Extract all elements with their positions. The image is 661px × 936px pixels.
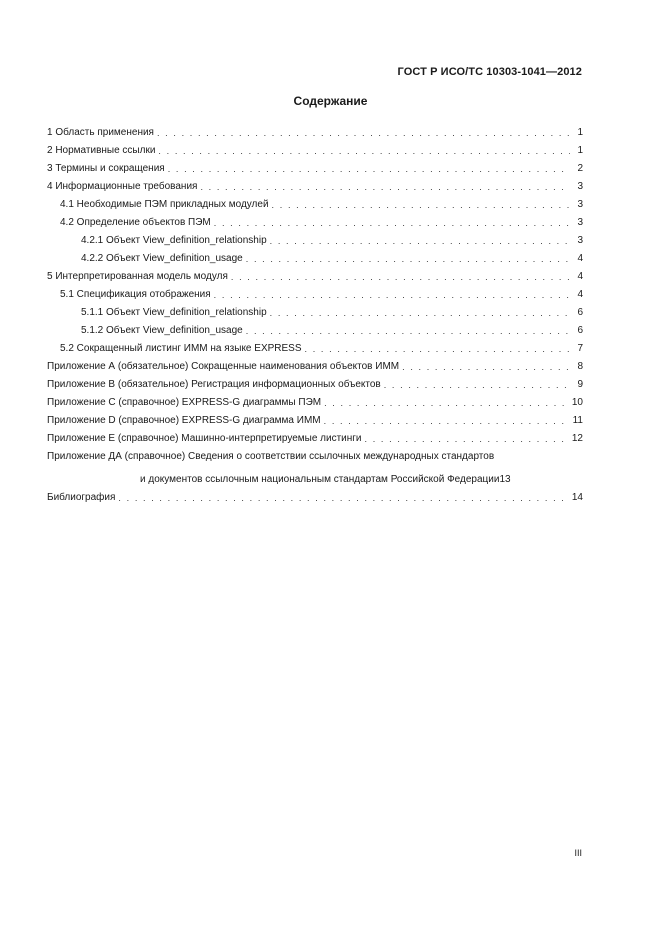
toc-entry-page: 8 xyxy=(577,361,583,372)
toc-entry-page: 6 xyxy=(577,325,583,336)
toc-leader-dots xyxy=(324,397,569,409)
toc-leader-dots xyxy=(384,379,570,391)
toc-entry[interactable] xyxy=(47,139,583,157)
toc-entry-text: 3 Термины и сокращения xyxy=(47,163,165,174)
toc-entry-text: и документов ссылочным национальным стандартам Российской Федерации xyxy=(140,474,500,485)
toc-entry[interactable] xyxy=(47,211,583,229)
toc-entry-text: 4.2.2 Объект View_definition_usage xyxy=(81,253,243,264)
toc-entry[interactable] xyxy=(47,301,583,319)
toc-entry-page: 12 xyxy=(571,433,583,444)
toc-leader-dots xyxy=(157,127,570,139)
toc-entry-text: 4.2.1 Объект View_definition_relationship xyxy=(81,235,267,246)
toc-entry-text: Приложение D (справочное) EXPRESS-G диаграмма ИММ xyxy=(47,415,321,426)
toc-entry[interactable] xyxy=(47,175,583,193)
toc-leader-dots xyxy=(158,145,570,157)
toc-entry[interactable] xyxy=(47,157,583,175)
toc-leader-dots xyxy=(231,271,570,283)
toc-leader-dots xyxy=(402,361,570,373)
toc-entry-text: Приложение В (обязательное) Регистрация информационных объектов xyxy=(47,379,381,390)
toc-entry[interactable] xyxy=(47,283,583,301)
toc-entry-page: 7 xyxy=(577,343,583,354)
toc-leader-dots xyxy=(246,253,570,265)
toc-entry[interactable] xyxy=(47,337,583,355)
toc-leader-dots xyxy=(168,163,570,175)
toc-entry-page: 4 xyxy=(577,289,583,300)
toc-leader-dots xyxy=(246,325,570,337)
page-number: III xyxy=(574,848,582,858)
toc-leader-dots xyxy=(270,235,570,247)
toc-entry-page: 6 xyxy=(577,307,583,318)
toc-entry-text: 5.1.2 Объект View_definition_usage xyxy=(81,325,243,336)
toc-entry[interactable] xyxy=(47,409,583,427)
toc-entry-page: 9 xyxy=(577,379,583,390)
toc-entry-page: 3 xyxy=(577,217,583,228)
toc-entry[interactable] xyxy=(47,373,583,391)
toc-entry-page: 1 xyxy=(577,127,583,138)
toc-rows xyxy=(47,121,583,445)
toc-leader-dots xyxy=(305,343,570,355)
toc-entry[interactable] xyxy=(47,427,583,445)
toc-entry-text: Приложение А (обязательное) Сокращенные наименования объектов ИММ xyxy=(47,361,400,372)
toc-leader-dots xyxy=(214,217,570,229)
toc-entry-annex-da-line2-row[interactable] xyxy=(47,468,583,486)
toc-leader-dots xyxy=(214,289,570,301)
toc-entry-page: 14 xyxy=(571,492,583,503)
toc-entry[interactable] xyxy=(47,391,583,409)
toc-entry[interactable] xyxy=(47,229,583,247)
toc-entry[interactable] xyxy=(47,265,583,283)
toc-entry-page: 3 xyxy=(577,181,583,192)
toc-leader-dots xyxy=(272,199,570,211)
toc-entry-text: Приложение Е (справочное) Машинно-интерпретируемые листинги xyxy=(47,433,362,444)
toc-entry[interactable] xyxy=(47,355,583,373)
document-header: ГОСТ Р ИСО/ТС 10303-1041—2012 xyxy=(397,66,582,78)
toc-leader-dots xyxy=(270,307,570,319)
toc-entry-page: 4 xyxy=(577,271,583,282)
toc-entry-text: 4 Информационные требования xyxy=(47,181,198,192)
toc-entry-page: 13 xyxy=(499,474,511,485)
toc-entry[interactable] xyxy=(47,247,583,265)
toc-leader-dots xyxy=(200,181,570,193)
toc-leader-dots xyxy=(118,492,568,504)
toc-entry-text: 5 Интерпретированная модель модуля xyxy=(47,271,228,282)
toc-leader-dots xyxy=(365,433,569,445)
toc-entry-page: 2 xyxy=(577,163,583,174)
toc-entry-text: 4.1 Необходимые ПЭМ прикладных модулей xyxy=(60,199,269,210)
toc-entry-page: 10 xyxy=(571,397,583,408)
toc-entry[interactable] xyxy=(47,193,583,211)
toc-entry-text: 2 Нормативные ссылки xyxy=(47,145,156,156)
toc-entry-page: 11 xyxy=(572,415,583,426)
toc-entry-annex-da[interactable] xyxy=(47,445,583,468)
toc-entry-text: 1 Область применения xyxy=(47,127,154,138)
toc-entry-text: Библиография xyxy=(47,492,116,503)
toc-entry-text: 5.1 Спецификация отображения xyxy=(60,289,211,300)
toc-entry-page: 3 xyxy=(577,235,583,246)
toc-entry[interactable] xyxy=(47,319,583,337)
table-of-contents xyxy=(47,121,583,504)
toc-entry-page: 4 xyxy=(577,253,583,264)
toc-entry-text: 5.1.1 Объект View_definition_relationship xyxy=(81,307,267,318)
toc-entry-page: 3 xyxy=(577,199,583,210)
toc-entry-text: 4.2 Определение объектов ПЭМ xyxy=(60,217,211,228)
toc-entry-text: Приложение С (справочное) EXPRESS-G диаграммы ПЭМ xyxy=(47,397,322,408)
page-title: Содержание xyxy=(293,94,368,108)
toc-entry-text: 5.2 Сокращенный листинг ИММ на языке EXPRESS xyxy=(60,343,302,354)
toc-leader-dots xyxy=(324,415,570,427)
toc-entry-page: 1 xyxy=(577,145,583,156)
toc-entry-bibliography[interactable] xyxy=(47,486,583,504)
toc-entry[interactable] xyxy=(47,121,583,139)
toc-entry-annex-da-line1: Приложение ДА (справочное) Сведения о соответствии ссылочных международных стандартов xyxy=(47,451,495,462)
